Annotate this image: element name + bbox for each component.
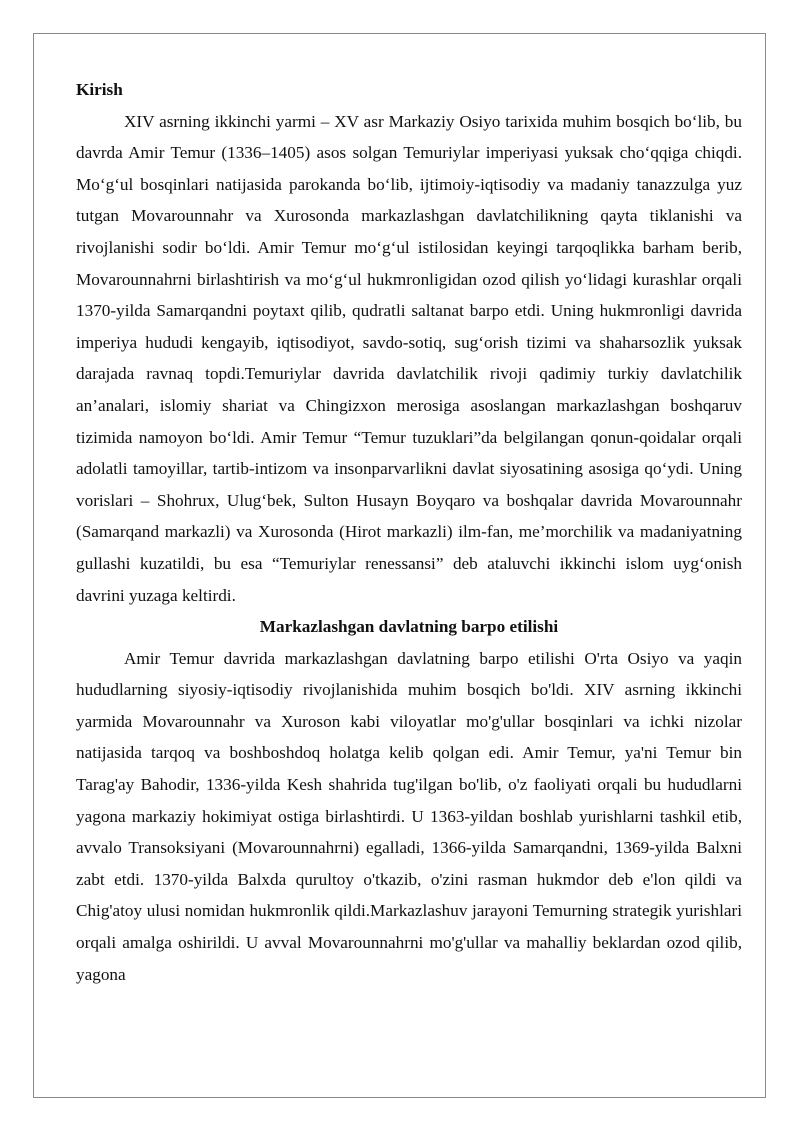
intro-heading: Kirish — [76, 80, 123, 99]
section-paragraph: Amir Temur davrida markazlashgan davlatning barpo etilishi O'rta Osiyo va yaqin hududlarning siyosiy-iqtisodiy rivojlanishida muhim bosqich bo'ldi. XIV asrning ikkinchi yarmida Movarounnahr va Xuroson kabi viloyatlar mo'g'ullar bosqinlari va ichki nizolar natijasida tarqoq va boshboshdoq holatga kelib qolgan edi. Amir Temur, ya'ni Temur bin Tarag'ay Bahodir, 1336-yilda Kesh shahrida tug'ilgan bo'lib, o'z faoliyati orqali bu hududlarni yagona markaziy hokimiyat ostiga birlashtirdi. U 1363-yildan boshlab yurishlarni tashkil etib, avvalo Transoksiyani (Movarounnahrni) egalladi, 1366-yilda Samarqandni, 1369-yilda Balxni zabt etdi. 1370-yilda Balxda qurultoy o'tkazib, o'zini rasman hukmdor deb e'lon qildi va Chig'atoy ulusi nomidan hukmronlik qildi.Markazlashuv jarayoni Temurning strategik yurishlari orqali amalga oshirildi. U avval Movarounnahrni mo'g'ullar va mahalliy beklardan ozod qilib, yagona — [76, 648, 742, 984]
intro-paragraph: XIV asrning ikkinchi yarmi – XV asr Markaziy Osiyo tarixida muhim bosqich bo‘lib, bu davrda Amir Temur (1336–1405) asos solgan Temuriylar imperiyasi yuksak cho‘qqiga chiqdi. Mo‘g‘ul bosqinlari natijasida parokanda bo‘lib, ijtimoiy-iqtisodiy va madaniy tanazzulga yuz tutgan Movarounnahr va Xurosonda markazlashgan davlatchilikning qayta tiklanishi va rivojlanishi sodir bo‘ldi. Amir Temur mo‘g‘ul istilosidan keyingi tarqoqlikka barham berib, Movarounnahrni birlashtirish va mo‘g‘ul hukmronligidan ozod qilish yo‘lidagi kurashlar orqali 1370-yilda Samarqandni poytaxt qilib, qudratli saltanat barpo etdi. Uning hukmronligi davrida imperiya hududi kengayib, iqtisodiyot, savdo-sotiq, sug‘orish tizimi va shaharsozlik yuksak darajada ravnaq topdi.Temuriylar davrida davlatchilik rivoji qadimiy turkiy davlatchilik an’analari, islomiy shariat va Chingizxon merosiga asoslangan markazlashgan boshqaruv tizimida namoyon bo‘ldi. Amir Temur “Temur tuzuklari”da belgilangan qonun-qoidalar orqali adolatli tamoyillar, tartib-intizom va insonparvarlikni davlat siyosatining asosiga qo‘ydi. Uning vorislari – Shohrux, Ulug‘bek, Sulton Husayn Boyqaro va boshqalar davrida Movarounnahr (Samarqand markazli) va Xurosonda (Hirot markazli) ilm-fan, me’morchilik va madaniyatning gullashi kuzatildi, bu esa “Temuriylar renessansi” deb ataluvchi ikkinchi islom uyg‘onish davrini yuzaga keltirdi. — [76, 111, 742, 605]
document-body — [76, 74, 742, 990]
section-heading: Markazlashgan davlatning barpo etilishi — [259, 617, 559, 637]
